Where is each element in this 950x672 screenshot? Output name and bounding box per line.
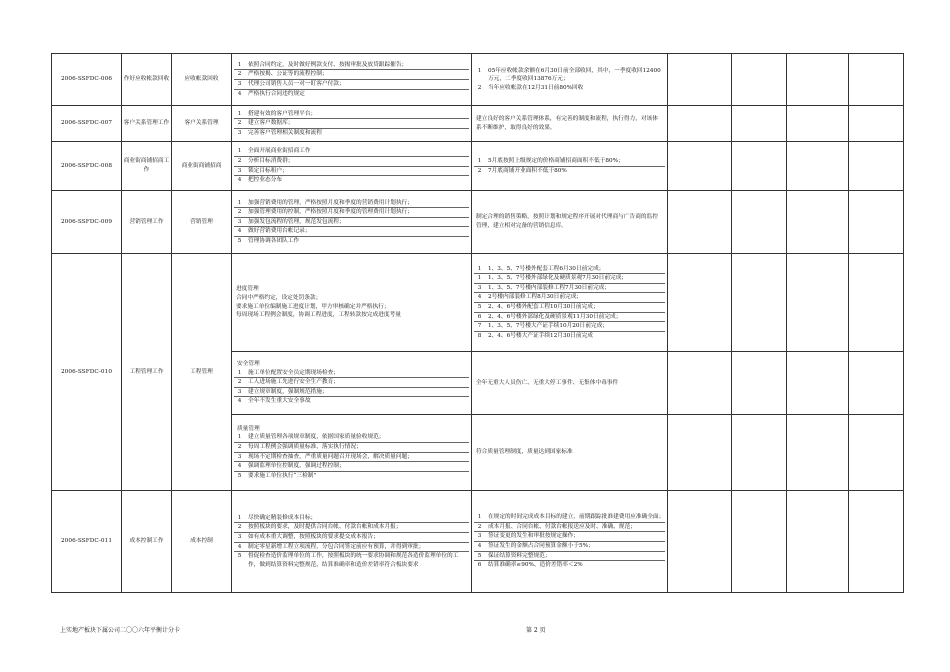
- measure-item: 工人进场施工先进行安全生产教育；: [248, 379, 339, 386]
- empty-cell: [732, 352, 787, 415]
- row-name: 营销管理工作: [122, 191, 172, 254]
- empty-cell: [849, 106, 904, 142]
- measure-item: 建立质量管理各项规章制度，依据国家质量验收规范；: [248, 434, 385, 441]
- quality-targets-cell: [472, 415, 668, 491]
- empty-cell: [732, 54, 787, 106]
- row-code: 2006-SSFDC-008: [52, 142, 122, 191]
- empty-cell: [668, 352, 732, 415]
- empty-cell: [732, 415, 787, 491]
- empty-cell: [787, 106, 849, 142]
- quality-title: 质量管理: [237, 425, 260, 432]
- row-code: 2006-SSFDC-009: [52, 191, 122, 254]
- measure-item: 强调监理单位控制度，强调过程控制；: [248, 463, 345, 470]
- empty-cell: [668, 142, 732, 191]
- empty-cell: [787, 54, 849, 106]
- measure-item: 全面开展商业街招商工作: [248, 148, 311, 155]
- measure-item: 依照合同约定，及时做好例款支付、按揭审批及放贷跟踪催告；: [248, 61, 408, 68]
- empty-cell: [732, 106, 787, 142]
- empty-cell: [787, 191, 849, 254]
- row-key: 商业街商铺招商: [172, 142, 232, 191]
- measure-item: 加强管理费用的控制，严格按照月度和季度的管理费用计划执行；: [248, 209, 413, 216]
- target-item: 7月底商铺开业面积不低于80%: [488, 167, 567, 174]
- row-name: 商业街商铺招商工作: [122, 142, 172, 191]
- target-item: 当年应收帐款在12月31日前80%回收: [488, 84, 584, 91]
- measure-item: 全年不发生重大安全事故: [248, 398, 311, 405]
- measure-item: 代理公司销售人员一对一盯客户付款；: [248, 81, 345, 87]
- empty-cell: [787, 254, 849, 352]
- measure-item: 锁定目标租户；: [248, 167, 288, 174]
- progress-line: 每周现场工程例会制度，协调工程进度，工程转款按完成进度考量: [236, 312, 401, 319]
- targets-cell: 1 在规定的时间完成成本目标的建立，前期跟踪批准建费用应准确全面； 2 成本月报、合同台帐、付款台帐报送应及时、准确、规范； 3 签证变更的发生和审批按规定操作； 4 签证发生的金额占合同预算金额小于5%； 5 保证结算资料完整规范； 6 结算准确率≥90%、造价差错率＜2%: [472, 491, 668, 593]
- measure-item: 严格执行合同违约规定: [248, 90, 305, 97]
- empty-cell: [732, 491, 787, 593]
- measures-cell: 1 搭建有效的客户管理平台； 2 建立客户数据库； 3 完善客户管理相关制度和流程: [232, 106, 472, 142]
- measure-item: 如有成本重大调整，按照板块的要求提交成本报告；: [248, 533, 379, 540]
- measure-item: 制定零星新增工程立项流程，分包合同签定前应有预算，并得到审批；: [248, 543, 425, 550]
- row-name: 工程管理工作: [122, 254, 172, 491]
- empty-cell: [732, 142, 787, 191]
- measure-item: 把控业态分布: [248, 177, 283, 184]
- row-key: 营销管理: [172, 191, 232, 254]
- target-item: 5月底按照上级规定的价格商铺招商面积不低于80%；: [488, 157, 624, 164]
- target-item: 签证发生的金额占合同预算金额小于5%；: [488, 543, 594, 549]
- measure-item: 施工单位配置安全员定期现场检查；: [248, 369, 339, 376]
- empty-cell: [849, 191, 904, 254]
- empty-cell: [849, 491, 904, 593]
- empty-cell: [849, 254, 904, 352]
- row-name: 成本控制工作: [122, 491, 172, 593]
- target-text: 建立良好的客户关系管理体系，有完善的制度和流程，执行得力，对该体系不断维护，取得良好的效果。: [476, 115, 658, 131]
- target-item: 2号楼内部装修工程8月30日前完成；: [488, 294, 583, 301]
- safety-title: 安全管理: [237, 361, 260, 368]
- row-code: 2006-SSFDC-007: [52, 106, 122, 142]
- row-key: 成本控制: [172, 491, 232, 593]
- safety-targets-cell: [472, 352, 668, 415]
- target-item: 1、3、5、7号楼外部绿化及硬质景观7月30日前完成；: [488, 275, 628, 282]
- row-key: 应收帐款回收: [172, 54, 232, 106]
- measure-item: 加强发包流程的管理，规范发包流程；: [248, 218, 345, 225]
- measure-item: 尽快确定精装修成本目标；: [248, 514, 317, 521]
- safety-measures-cell: 安全管理 1 施工单位配置安全员定期现场检查； 2 工人进场施工先进行安全生产教育； 3 建立规章制度，强制规范措施； 4 全年不发生重大安全事故: [232, 352, 472, 415]
- targets-cell: [472, 106, 668, 142]
- progress-line: 要求施工单位编制施工进度计划，甲方审核确定并严格执行；: [236, 303, 390, 310]
- row-code: 2006-SSFDC-010: [52, 254, 122, 491]
- table-row: [52, 54, 904, 106]
- footer-title: 上实地产板块下属公司二〇〇六年平衡计分卡: [60, 627, 181, 634]
- table-row: [52, 106, 904, 142]
- row-key: 客户关系管理: [172, 106, 232, 142]
- measure-item: 现场不定期检查抽查，严重质量问题召开现场会，解决质量问题；: [248, 453, 413, 460]
- target-text: 制定合理的销售策略，按照计划和规定程序开展对代理商与广告商的监控管理，建立相对完备的营销信息库。: [476, 214, 658, 229]
- row-key: 工程管理: [172, 254, 232, 491]
- empty-cell: [732, 254, 787, 352]
- row-name: 客户关系管理工作: [122, 106, 172, 142]
- target-item: 1、3、5、7号楼大产证手续10月20日前完成；: [488, 323, 608, 330]
- empty-cell: [668, 254, 732, 352]
- table-row: [52, 142, 904, 191]
- progress-measures-cell: [232, 254, 472, 352]
- empty-cell: [787, 415, 849, 491]
- empty-cell: [849, 54, 904, 106]
- scorecard-table: [51, 53, 904, 593]
- empty-cell: [849, 352, 904, 415]
- measure-item: 建立规章制度，强制规范措施；: [248, 388, 328, 395]
- empty-cell: [668, 415, 732, 491]
- measure-item: 做好营销费用台帐记录；: [248, 228, 311, 235]
- measures-cell: 1 加强营销费用的管理，严格按照月度和季度的营销费用计划执行； 2 加强管理费用的控制，严格按照月度和季度的管理费用计划执行； 3 加强发包流程的管理，规范发包流程； 4 做好营销费用台帐记录； 5 管理协调各团队工作: [232, 191, 472, 254]
- target-item: 2、4、6号楼外配套工程10月30日前完成；: [488, 304, 599, 310]
- empty-cell: [787, 352, 849, 415]
- table-row: [52, 491, 904, 593]
- measure-item: 每周工程例会强调质量标准，落实执行情况；: [248, 443, 362, 450]
- measure-item: 建立客户数据库；: [248, 120, 294, 127]
- measure-item: 加强营销费用的管理，严格按照月度和季度的营销费用计划执行；: [248, 199, 413, 206]
- quality-measures-cell: 质量管理 1 建立质量管理各项规章制度，依据国家质量验收规范； 2 每周工程例会强调质量标准，落实执行情况； 3 现场不定期检查抽查，严重质量问题召开现场会，解决质量问题； 4 强调监理单位控制度，强调过程控制； 5 要求施工单位执行“三检制”: [232, 415, 472, 491]
- measure-item: 要求施工单位执行“三检制”: [248, 472, 317, 479]
- target-text: 符合质量管理制度，质量达到国家标准: [476, 449, 573, 456]
- page-number: 第 2 页: [526, 627, 546, 634]
- measures-cell: 1 全面开展商业街招商工作 2 分析目标消费群； 3 锁定目标租户； 4 把控业态分布: [232, 142, 472, 191]
- target-item: 签证变更的发生和审批按规定操作；: [488, 533, 579, 540]
- empty-cell: [849, 415, 904, 491]
- measure-item: 严格按揭、公证等的流程控制；: [248, 71, 328, 78]
- target-item: 1、3、5、7号楼内部装修工程7月30日前完成；: [488, 284, 611, 291]
- empty-cell: [668, 106, 732, 142]
- row-code: 2006-SSFDC-006: [52, 54, 122, 106]
- empty-cell: [668, 191, 732, 254]
- target-text: 全年无重大人员伤亡、无重大停工事件、无集体中毒事件: [476, 379, 619, 386]
- target-item: 结算准确率≥90%、造价差错率＜2%: [488, 562, 583, 569]
- target-item: 在规定的时间完成成本目标的建立，前期跟踪批准建费用应准确全面；: [488, 514, 665, 521]
- targets-cell: 1 05年应收帐款余额在6月30日前全部收回，其中，一季度收回12400万元，二季度收回13876万元； 2 当年应收帐款在12月31日前80%回收: [472, 54, 668, 106]
- empty-cell: [787, 491, 849, 593]
- row-name: 作好应收帐款回收: [122, 54, 172, 106]
- progress-line: 合同中严格约定，设定处罚条款；: [236, 294, 322, 301]
- measures-cell: 1 依照合同约定，及时做好例款支付、按揭审批及放贷跟踪催告； 2 严格按揭、公证等的流程控制； 3 代理公司销售人员一对一盯客户付款； 4 严格执行合同违约规定: [232, 54, 472, 106]
- targets-cell: [472, 191, 668, 254]
- measure-item: 管理协调各团队工作: [248, 237, 300, 244]
- measure-item: 分析目标消费群；: [248, 157, 294, 164]
- table-row: [52, 254, 904, 352]
- measure-item: 督促检查造价监理单位的工作，按照板块的统一要求协调和规范各造价监理单位的工作，做到结算资料完整规范，结算准确率和造价差错率符合板块要求: [248, 553, 459, 568]
- measure-item: 搭建有效的客户管理平台；: [248, 110, 317, 117]
- measure-item: 完善客户管理相关制度和流程: [248, 129, 322, 136]
- targets-cell: 1 5月底按照上级规定的价格商铺招商面积不低于80%； 2 7月底商铺开业面积不低于80%: [472, 142, 668, 191]
- empty-cell: [668, 54, 732, 106]
- measure-item: 按照板块的要求，及时提供合同台帐、付款台帐和成本月报；: [248, 524, 402, 531]
- progress-targets-cell: 1 1、3、5、7号楼外配套工程6月30日前完成； 1 1、3、5、7号楼外部绿化及硬质景观7月30日前完成； 3 1、3、5、7号楼内部装修工程7月30日前完成； 4 2号楼内部装修工程8月30日前完成； 5 2、4、6号楼外配套工程10月30日前完成； 6 2、4、6号楼外部绿化及硬质景观11月30日前完成； 7 1、3、5、7号楼大产证手续10月20日前完成； 8 2、4、6号楼大产证手续12月30日前完成: [472, 254, 668, 352]
- target-item: 成本月报、合同台帐、付款台帐报送应及时、准确、规范；: [488, 523, 636, 530]
- target-item: 05年应收帐款余额在6月30日前全部收回，其中，一季度收回12400万元，二季度收回13876万元；: [488, 67, 661, 83]
- empty-cell: [668, 491, 732, 593]
- progress-title: 进度管理: [236, 286, 259, 293]
- target-item: 2、4、6号楼大产证手续12月30日前完成: [488, 332, 593, 339]
- target-item: 保证结算资料完整规范；: [488, 552, 551, 559]
- row-code: 2006-SSFDC-011: [52, 491, 122, 593]
- measures-cell: 1 尽快确定精装修成本目标； 2 按照板块的要求，及时提供合同台帐、付款台帐和成本月报； 3 如有成本重大调整，按照板块的要求提交成本报告； 4 制定零星新增工程立项流程，分包合同签定前应有预算，并得到审批； 5 督促检查造价监理单位的工作，按照板块的统一要求协调和规范各造价监理单位的工作，做到结算资料完整规范，结算准确率和造价差错率符合板块要求: [232, 491, 472, 593]
- target-item: 2、4、6号楼外部绿化及硬质景观11月30日前完成；: [488, 313, 622, 320]
- target-item: 1、3、5、7号楼外配套工程6月30日前完成；: [488, 265, 605, 272]
- table-row: [52, 191, 904, 254]
- empty-cell: [732, 191, 787, 254]
- empty-cell: [787, 142, 849, 191]
- empty-cell: [849, 142, 904, 191]
